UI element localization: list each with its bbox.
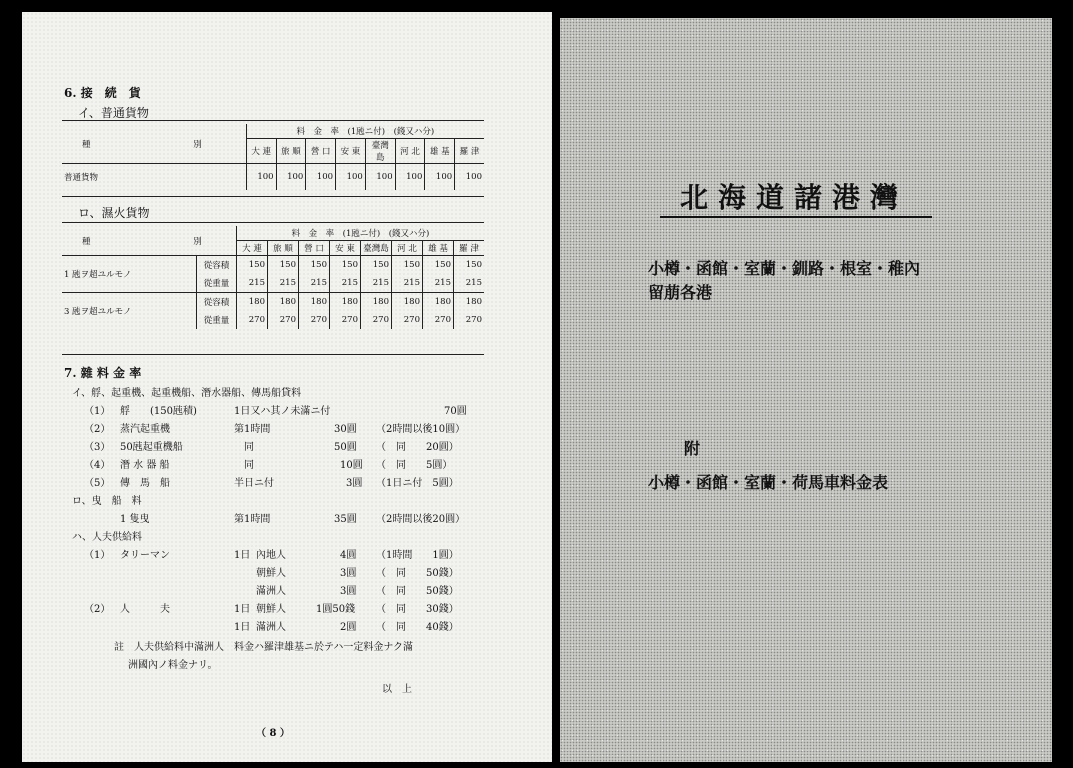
row-label: 普通貨物 <box>64 173 99 183</box>
item-who: 滿洲人 <box>256 622 286 633</box>
item-note: （ 同 30錢） <box>376 604 459 615</box>
item-unit: 1日 <box>234 550 251 561</box>
port-header: 旅 順 <box>276 139 306 164</box>
rate-cell: 270 <box>268 311 299 329</box>
item-note: （ 同 40錢） <box>376 622 459 633</box>
ports-line-2: 留萠各港 <box>648 283 713 302</box>
rate-cell: 100 <box>395 164 425 191</box>
rate-cell: 270 <box>423 311 454 329</box>
rate-cell: 150 <box>392 256 423 275</box>
rate-cell: 270 <box>361 311 392 329</box>
item-amount: 1圓50錢 <box>316 604 356 615</box>
port-header: 河 北 <box>392 241 423 256</box>
rate-cell: 270 <box>299 311 330 329</box>
item-number: （5） <box>84 478 111 489</box>
item-number: （4） <box>84 460 111 471</box>
item-note: （2時間以後20圓） <box>376 514 466 525</box>
rate-cell: 215 <box>299 274 330 293</box>
table-2 <box>62 226 484 329</box>
rate-cell: 100 <box>276 164 306 191</box>
table-row <box>62 256 484 275</box>
item-amount: 70圓 <box>444 406 467 417</box>
table-row <box>62 293 484 312</box>
item-amount: 3圓 <box>340 568 357 579</box>
item-amount: 35圓 <box>334 514 357 525</box>
section-7b-title: ロ、曳 船 料 <box>72 496 142 507</box>
item-number: （2） <box>84 424 111 435</box>
section-7c-title: ハ、人夫供給料 <box>72 532 142 543</box>
item-number: （3） <box>84 442 111 453</box>
item-who: 內地人 <box>256 550 286 561</box>
rate-cell: 100 <box>425 164 455 191</box>
item-note: （ 同 5圓） <box>376 460 453 471</box>
header-kind: 種 <box>82 236 91 247</box>
rate-cell: 270 <box>454 311 485 329</box>
rate-cell: 180 <box>454 293 485 312</box>
item-name: 傳 馬 船 <box>120 478 170 489</box>
rate-cell: 150 <box>299 256 330 275</box>
row-group-label: 3 瓲ヲ超ユルモノ <box>64 307 132 317</box>
item-amount: 10圓 <box>340 460 363 471</box>
row-type: 從容積 <box>197 256 237 275</box>
table-1-top-rule <box>62 120 484 121</box>
rate-cell: 150 <box>423 256 454 275</box>
rate-cell: 215 <box>392 274 423 293</box>
item-name: 人 夫 <box>120 604 170 615</box>
port-header: 臺灣島 <box>361 241 392 256</box>
item-note: （2時間以後10圓） <box>376 424 466 435</box>
port-header: 大 連 <box>246 139 276 164</box>
rate-cell: 215 <box>268 274 299 293</box>
row-group-label: 1 瓲ヲ超ユルモノ <box>62 256 197 293</box>
port-header: 安 東 <box>336 139 366 164</box>
section-7a-title: イ、艀、起重機、起重機船、潛水器船、傳馬船貸料 <box>72 388 302 399</box>
item-name: 1 隻曳 <box>120 514 150 525</box>
header-rate: 料 金 率 (1瓲ニ付) (錢又ハ分) <box>237 226 485 241</box>
port-header: 羅 津 <box>454 241 485 256</box>
rate-cell: 100 <box>336 164 366 191</box>
rate-cell: 215 <box>361 274 392 293</box>
rate-cell: 150 <box>361 256 392 275</box>
header-betsu: 別 <box>193 236 202 247</box>
rate-cell: 180 <box>392 293 423 312</box>
port-header: 臺灣島 <box>365 139 395 164</box>
row-type: 從重量 <box>197 274 237 293</box>
item-number: （2） <box>84 604 111 615</box>
rate-cell: 180 <box>268 293 299 312</box>
item-note: （1時間 1圓） <box>376 550 459 561</box>
rate-cell: 215 <box>454 274 485 293</box>
item-who: 朝鮮人 <box>256 604 286 615</box>
item-unit: 同 <box>244 460 254 471</box>
item-name: 艀 (150瓲積) <box>120 406 197 417</box>
appendix-text: 小樽・函館・室蘭・荷馬車料金表 <box>648 473 889 492</box>
table-2-top-rule <box>62 222 484 223</box>
item-unit: 第1時間 <box>234 424 271 435</box>
section-6-title: 6. 接 続 貨 <box>64 86 141 100</box>
header-kind: 種 <box>82 139 91 150</box>
port-header: 河 北 <box>395 139 425 164</box>
ports-line-1: 小樽・函館・室蘭・釧路・根室・稚內 <box>648 259 921 278</box>
rate-cell: 150 <box>268 256 299 275</box>
rate-cell: 100 <box>246 164 276 191</box>
item-unit: 第1時間 <box>234 514 271 525</box>
port-header: 安 東 <box>330 241 361 256</box>
port-header: 雄 基 <box>425 139 455 164</box>
rate-cell: 270 <box>237 311 268 329</box>
item-unit: 1日 <box>234 604 251 615</box>
rate-cell: 100 <box>306 164 336 191</box>
left-page <box>22 12 552 762</box>
table-1 <box>62 124 484 190</box>
rate-cell: 180 <box>330 293 361 312</box>
item-amount: 30圓 <box>334 424 357 435</box>
rate-cell: 270 <box>330 311 361 329</box>
table-row <box>62 164 484 191</box>
port-header: 營 口 <box>299 241 330 256</box>
rate-cell: 270 <box>392 311 423 329</box>
footnote-line-1: 註 人夫供給料中滿洲人 料金ハ羅津雄基ニ於テハ一定料金ナク滿 <box>114 642 413 653</box>
right-page <box>560 18 1052 762</box>
port-header: 營 口 <box>306 139 336 164</box>
item-amount: 3圓 <box>346 478 363 489</box>
item-note: （ 同 50錢） <box>376 568 459 579</box>
table-1-bottom-rule <box>62 196 484 197</box>
section-6a-title: イ、普通貨物 <box>78 106 149 120</box>
item-name: 潛 水 器 船 <box>120 460 170 471</box>
cover-title: 北海道諸港灣 <box>680 181 909 214</box>
rate-cell: 180 <box>237 293 268 312</box>
table-2-bottom-rule <box>62 354 484 355</box>
rate-cell: 215 <box>237 274 268 293</box>
rate-cell: 100 <box>455 164 484 191</box>
item-name: 蒸汽起重機 <box>120 424 170 435</box>
rate-cell: 100 <box>365 164 395 191</box>
item-unit: 1日又ハ其ノ未滿ニ付 <box>234 406 331 417</box>
item-note: （ 同 20圓） <box>376 442 459 453</box>
title-underline <box>660 216 932 218</box>
port-header: 羅 津 <box>455 139 484 164</box>
header-rate: 料 金 率 (1瓲ニ付) (錢又ハ分) <box>246 124 484 139</box>
item-who: 滿洲人 <box>256 586 286 597</box>
section-7-title: 7. 雜 料 金 率 <box>64 366 142 380</box>
header-betsu: 別 <box>193 139 202 150</box>
header-kind-cell <box>62 124 246 164</box>
rate-cell: 150 <box>330 256 361 275</box>
item-who: 朝鮮人 <box>256 568 286 579</box>
appendix-label: 附 <box>684 439 701 458</box>
rate-cell: 180 <box>423 293 454 312</box>
section-6b-title: ロ、濕火貨物 <box>78 206 150 220</box>
item-unit: 同 <box>244 442 254 453</box>
page-number: （ 8 ） <box>256 728 290 739</box>
end-mark: 以 上 <box>382 684 412 695</box>
port-header: 旅 順 <box>268 241 299 256</box>
rate-cell: 150 <box>454 256 485 275</box>
item-amount: 50圓 <box>334 442 357 453</box>
item-name: タリーマン <box>120 550 170 561</box>
rate-cell: 180 <box>361 293 392 312</box>
item-amount: 4圓 <box>340 550 357 561</box>
item-unit: 1日 <box>234 622 251 633</box>
item-number: （1） <box>84 406 111 417</box>
rate-cell: 215 <box>330 274 361 293</box>
item-amount: 3圓 <box>340 586 357 597</box>
item-note: （ 同 50錢） <box>376 586 459 597</box>
item-note: （1日ニ付 5圓） <box>376 478 459 489</box>
port-header: 大 連 <box>237 241 268 256</box>
header-kind-cell <box>62 226 237 256</box>
row-type: 從容積 <box>197 293 237 312</box>
item-unit: 半日ニ付 <box>234 478 274 489</box>
port-header: 雄 基 <box>423 241 454 256</box>
rate-cell: 215 <box>423 274 454 293</box>
item-name: 50瓲起重機船 <box>120 442 183 453</box>
item-amount: 2圓 <box>340 622 357 633</box>
footnote-line-2: 洲國內ノ料金ナリ。 <box>128 660 218 671</box>
row-type: 從重量 <box>197 311 237 329</box>
rate-cell: 180 <box>299 293 330 312</box>
item-number: （1） <box>84 550 111 561</box>
rate-cell: 150 <box>237 256 268 275</box>
